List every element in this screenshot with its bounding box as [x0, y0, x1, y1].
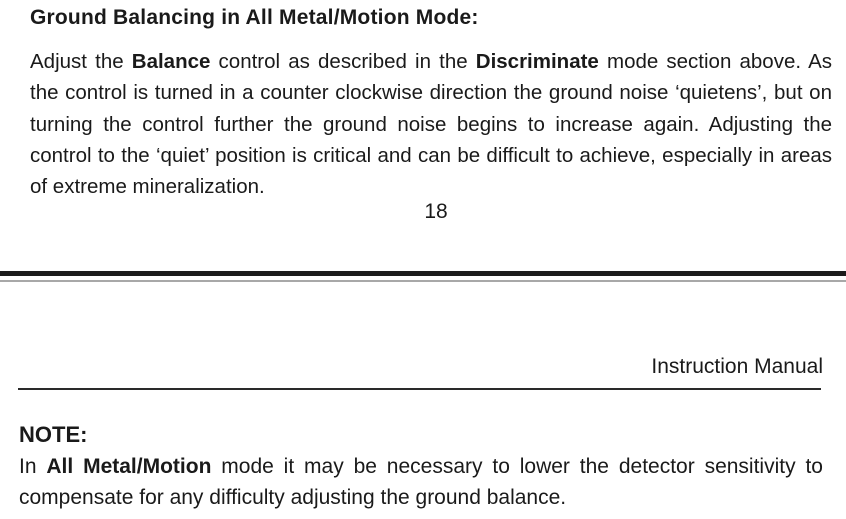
body-paragraph [30, 46, 832, 202]
page-edge-line [0, 280, 846, 282]
paragraph-text: Adjust the [30, 50, 132, 73]
note-text: In [19, 455, 47, 478]
bold-term-all-metal-motion: All Metal/Motion [46, 455, 212, 478]
note-text: mode it may be necessary to lower the detector sensitivity to compensate for any difficulty adjusting the ground balance. [19, 455, 823, 509]
page-break-divider [0, 271, 846, 276]
paragraph-text: control as described in the [210, 50, 476, 73]
section-title: Ground Balancing in All Metal/Motion Mode: [30, 6, 479, 29]
bold-term-discriminate: Discriminate [475, 50, 599, 73]
note-label: NOTE: [19, 422, 88, 447]
running-header: Instruction Manual [651, 355, 823, 378]
page-number: 18 [424, 200, 448, 223]
note-body [19, 451, 823, 513]
header-rule [18, 388, 821, 390]
bold-term-balance: Balance [131, 50, 211, 73]
paragraph-text: mode section above. As the control is turned in a counter clockwise direction the ground noise ‘quietens’, but on turning the control further the ground noise begins to increase again. Adjusting the control to the ‘quiet’ position is critical and can be difficult to achieve, especially in areas of extreme mineralization. [30, 50, 832, 199]
